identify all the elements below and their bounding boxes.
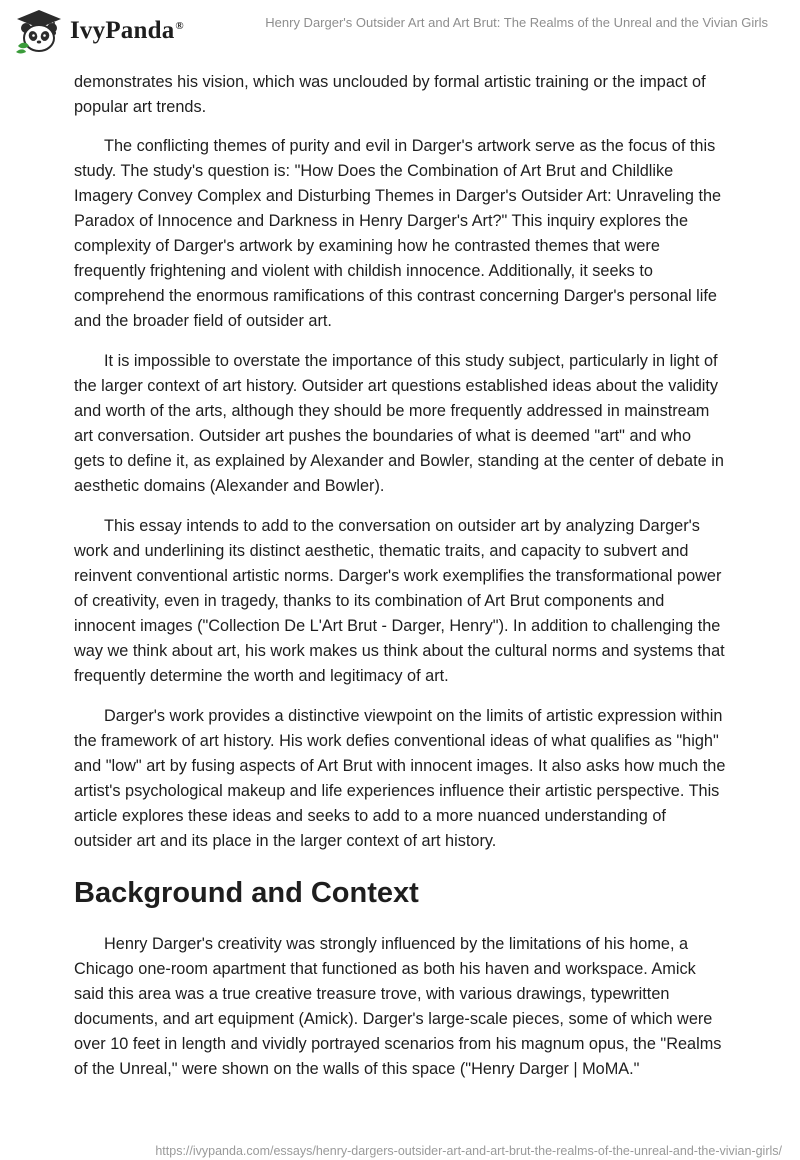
essay-content [74, 70, 726, 1097]
paragraph: This essay intends to add to the conversation on outsider art by analyzing Darger's work and underlining its distinct aesthetic, thematic traits, and capacity to subvert and reinvent conventional artistic norms. Darger's work exemplifies the transformational power of creativity, even in tragedy, thanks to its combination of Art Brut components and innocent images ("Collection De L'Art Brut - Darger, Henry"). In addition to challenging the way we think about art, his work makes us think about the cultural norms and systems that frequently determine the worth and legitimacy of art. [74, 517, 725, 685]
page-header [0, 0, 800, 62]
section-heading: Background and Context [74, 877, 419, 909]
paragraph: demonstrates his vision, which was unclouded by formal artistic training or the impact of popular art trends. [74, 73, 706, 116]
panda-graduate-icon [14, 8, 64, 54]
brand-name: IvyPanda® [70, 17, 184, 44]
paragraph: The conflicting themes of purity and evil in Darger's artwork serve as the focus of this study. The study's question is: "How Does the Combination of Art Brut and Childlike Imagery Convey Complex and Disturbing Themes in Darger's Outsider Art: Unraveling the Paradox of Innocence and Darkness in Henry Darger's Art?" This inquiry explores the complexity of Darger's artwork by examining how he contrasted themes that were frequently frightening and violent with childish innocence. Additionally, it seeks to comprehend the enormous ramifications of this contrast concerning Darger's personal life and the broader field of outsider art. [74, 137, 722, 330]
paragraph: Darger's work provides a distinctive viewpoint on the limits of artistic expression within the framework of art history. His work defies conventional ideas of what qualifies as "high" and "low" art by fusing aspects of Art Brut with innocent images. It also asks how much the artist's psychological makeup and life experiences influence their artistic perspective. This article explores these ideas and seeks to add to a more nuanced understanding of outsider art and its place in the larger context of art history. [74, 707, 726, 850]
paragraph: Henry Darger's creativity was strongly influenced by the limitations of his home, a Chicago one-room apartment that functioned as both his haven and workspace. Amick said this area was a true creative treasure trove, with various drawings, typewritten documents, and art equipment (Amick). Darger's large-scale pieces, some of which were over 10 feet in length and vividly portrayed scenarios from his magnum opus, the "Realms of the Unreal," were shown on the walls of this space ("Henry Darger | MoMA." [74, 935, 722, 1078]
paragraph: It is impossible to overstate the importance of this study subject, particularly in light of the larger context of art history. Outsider art questions established ideas about the validity and worth of the arts, although they should be more frequently addressed in mainstream art conversation. Outsider art pushes the boundaries of what is deemed "art" and who gets to define it, as explained by Alexander and Bowler, standing at the center of debate in aesthetic domains (Alexander and Bowler). [74, 352, 724, 495]
document-title: Henry Darger's Outsider Art and Art Brut: The Realms of the Unreal and the Vivian Girls [265, 15, 768, 30]
source-url[interactable]: https://ivypanda.com/essays/henry-dargers-outsider-art-and-art-brut-the-realms-of-the-unreal-and-the-vivian-girls/ [155, 1144, 782, 1158]
ivypanda-logo[interactable] [14, 8, 184, 54]
